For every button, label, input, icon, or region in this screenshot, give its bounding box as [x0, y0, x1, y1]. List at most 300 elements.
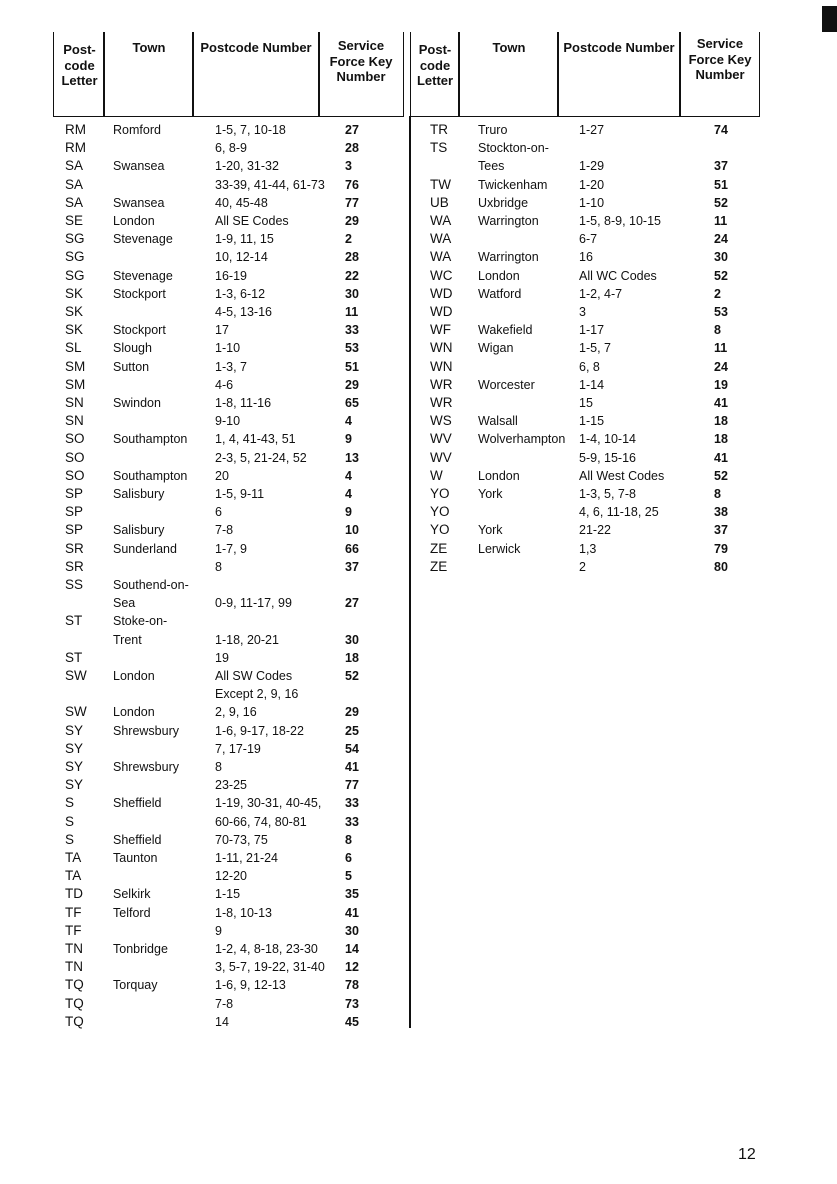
postcode-letter-cell: SN	[65, 413, 84, 429]
table-row	[0, 576, 837, 594]
postcode-letter-cell: S	[65, 795, 75, 811]
postcode-letter-cell: TA	[65, 850, 82, 865]
table-row	[0, 503, 837, 521]
postcode-letter-cell: TQ	[65, 1013, 84, 1029]
postcode-letter-cell: SS	[65, 577, 84, 592]
town-cell: London	[113, 705, 155, 720]
service-key-cell: 35	[345, 887, 359, 902]
postcode-number-cell: 1-4, 10-14	[579, 432, 636, 447]
town-cell: Truro	[478, 123, 508, 137]
postcode-number-cell: 1-2, 4, 8-18, 23-30	[215, 942, 318, 956]
service-key-cell: 52	[345, 669, 359, 683]
table-row	[0, 194, 837, 212]
town-cell: London	[113, 669, 155, 683]
service-key-cell: 11	[714, 214, 728, 228]
postcode-number-cell: 17	[215, 323, 229, 338]
page-edge-tab	[822, 6, 837, 32]
postcode-letter-cell: SG	[65, 249, 85, 265]
postcode-letter-cell: WV	[430, 449, 452, 465]
service-key-cell: 76	[345, 177, 359, 192]
postcode-letter-cell: SM	[65, 376, 86, 392]
service-key-cell: 13	[345, 450, 359, 465]
postcode-letter-cell: SY	[65, 777, 84, 793]
table-row	[0, 594, 837, 612]
town-cell: Warrington	[478, 250, 539, 265]
postcode-number-cell: 6, 8-9	[215, 141, 247, 156]
postcode-number-cell: 1-5, 9-11	[215, 487, 265, 501]
service-key-cell: 29	[345, 214, 359, 228]
postcode-letter-cell: SA	[65, 194, 84, 210]
postcode-number-cell: 1-3, 7	[215, 359, 247, 374]
service-key-cell: 5	[345, 869, 352, 884]
town-cell: Stockton-on-	[478, 141, 549, 156]
postcode-letter-cell: RM	[65, 140, 86, 156]
town-cell: Southampton	[113, 468, 188, 483]
town-cell: Salisbury	[113, 487, 165, 501]
postcode-number-cell: 1-6, 9-17, 18-22	[215, 723, 304, 738]
postcode-letter-cell: SP	[65, 486, 84, 501]
table-row	[0, 1013, 837, 1031]
service-key-cell: 30	[714, 250, 728, 265]
service-key-cell: 41	[345, 760, 359, 774]
postcode-letter-cell: TF	[65, 904, 82, 920]
service-key-cell: 73	[345, 996, 359, 1011]
postcode-letter-cell: SA	[65, 158, 84, 174]
postcode-number-cell: 14	[215, 1014, 229, 1029]
postcode-letter-cell: SO	[65, 449, 85, 465]
service-key-cell: 29	[345, 705, 359, 720]
town-cell: York	[478, 487, 503, 501]
left-table-header	[53, 32, 404, 117]
postcode-letter-cell: WD	[430, 285, 453, 301]
postcode-letter-cell: SP	[65, 504, 84, 520]
service-key-cell: 8	[345, 832, 352, 847]
table-row	[0, 940, 837, 958]
table-row	[0, 285, 837, 303]
table-row	[0, 958, 837, 976]
header-service-force-key: Service Force Key Number	[688, 36, 752, 82]
table-row	[0, 485, 837, 503]
service-key-cell: 79	[714, 541, 728, 556]
town-cell: Sea	[113, 596, 136, 611]
postcode-letter-cell: SG	[65, 231, 85, 247]
postcode-letter-cell: SE	[65, 213, 84, 228]
postcode-number-cell: 8	[215, 559, 222, 574]
postcode-number-cell: 1-2, 4-7	[579, 286, 623, 301]
postcode-number-cell: 1-15	[215, 887, 241, 902]
postcode-number-cell: 1-20	[579, 177, 605, 192]
header-divider	[103, 32, 105, 116]
table-row	[0, 449, 837, 467]
postcode-letter-cell: S	[65, 831, 75, 847]
postcode-letter-cell: SM	[65, 358, 86, 374]
header-service-force-key: Service Force Key Number	[329, 38, 393, 84]
postcode-letter-cell: TN	[65, 959, 83, 975]
town-cell: Stockport	[113, 286, 166, 301]
table-row	[0, 176, 837, 194]
postcode-number-cell: 16	[579, 250, 593, 265]
table-row	[0, 867, 837, 885]
postcode-letter-cell: SO	[65, 467, 85, 483]
service-key-cell: 24	[714, 359, 728, 374]
town-cell: Shrewsbury	[113, 723, 179, 738]
postcode-number-cell: 1-27	[579, 123, 605, 137]
header-postcode-number: Postcode Number	[200, 40, 312, 55]
postcode-number-cell: 1-17	[579, 323, 605, 338]
service-key-cell: 2	[345, 232, 352, 247]
postcode-letter-cell: TA	[65, 868, 82, 884]
service-key-cell: 30	[345, 632, 359, 647]
town-cell: Telford	[113, 905, 151, 920]
service-key-cell: 51	[345, 359, 359, 374]
service-key-cell: 27	[345, 596, 359, 611]
service-key-cell: 33	[345, 814, 359, 829]
postcode-letter-cell: WD	[430, 304, 453, 319]
postcode-number-cell: 15	[579, 396, 593, 410]
town-cell: Worcester	[478, 377, 535, 392]
header-divider	[458, 32, 460, 116]
table-row	[0, 995, 837, 1013]
header-town: Town	[492, 40, 526, 55]
table-row	[0, 540, 837, 558]
postcode-letter-cell: WC	[430, 267, 453, 283]
town-cell: Sutton	[113, 359, 150, 374]
postcode-number-cell: 1-8, 11-16	[215, 396, 272, 410]
postcode-letter-cell: SN	[65, 395, 84, 410]
postcode-number-cell: 1-29	[579, 159, 605, 174]
service-key-cell: 11	[714, 341, 728, 356]
table-row	[0, 339, 837, 357]
town-cell: Wigan	[478, 341, 514, 356]
service-key-cell: 41	[714, 450, 728, 465]
postcode-number-cell: 1-14	[579, 377, 605, 392]
town-cell: Salisbury	[113, 523, 165, 538]
town-cell: Slough	[113, 341, 152, 356]
table-row	[0, 758, 837, 776]
postcode-letter-cell: ZE	[430, 540, 448, 556]
service-key-cell: 8	[714, 323, 721, 338]
town-cell: Uxbridge	[478, 195, 529, 210]
service-key-cell: 33	[345, 796, 359, 811]
postcode-number-cell: 7-8	[215, 523, 234, 538]
town-cell: Swindon	[113, 396, 161, 410]
service-key-cell: 77	[345, 778, 359, 793]
postcode-number-cell: 1-7, 9	[215, 541, 247, 556]
postcode-number-cell: 6-7	[579, 232, 598, 247]
postcode-number-cell: 5-9, 15-16	[579, 450, 636, 465]
postcode-number-cell: 1-19, 30-31, 40-45,	[215, 796, 322, 811]
service-key-cell: 80	[714, 559, 728, 574]
table-row	[0, 976, 837, 994]
table-row	[0, 248, 837, 266]
service-key-cell: 52	[714, 268, 728, 283]
postcode-letter-cell: SL	[65, 340, 82, 356]
town-cell: York	[478, 523, 503, 538]
service-key-cell: 37	[714, 523, 728, 538]
table-row	[0, 612, 837, 630]
town-cell: Wakefield	[478, 323, 533, 338]
postcode-number-cell: 10, 12-14	[215, 250, 268, 265]
postcode-number-cell: Except 2, 9, 16	[215, 687, 299, 702]
postcode-number-cell: All SW Codes	[215, 669, 293, 683]
postcode-number-cell: 16-19	[215, 268, 247, 283]
postcode-number-cell: 1-8, 10-13	[215, 905, 272, 920]
service-key-cell: 53	[345, 341, 359, 356]
postcode-letter-cell: SK	[65, 285, 84, 301]
right-table-header	[410, 32, 760, 117]
service-key-cell: 38	[714, 505, 728, 520]
service-key-cell: 11	[345, 305, 359, 319]
table-row	[0, 740, 837, 758]
postcode-number-cell: 23-25	[215, 778, 247, 793]
service-key-cell: 41	[345, 905, 359, 920]
service-key-cell: 52	[714, 195, 728, 210]
postcode-letter-cell: WA	[430, 249, 452, 265]
service-key-cell: 9	[345, 505, 352, 520]
postcode-letter-cell: W	[430, 467, 443, 483]
postcode-number-cell: 1-3, 6-12	[215, 286, 266, 301]
postcode-letter-cell: WA	[430, 231, 452, 247]
postcode-number-cell: 1, 4, 41-43, 51	[215, 432, 296, 447]
postcode-letter-cell: ST	[65, 649, 83, 665]
town-cell: London	[478, 468, 520, 483]
service-key-cell: 30	[345, 286, 359, 301]
table-row	[0, 849, 837, 867]
town-cell: Tonbridge	[113, 942, 168, 956]
town-cell: Twickenham	[478, 177, 548, 192]
postcode-number-cell: 3	[579, 305, 586, 319]
service-key-cell: 18	[714, 432, 728, 447]
postcode-letter-cell: WF	[430, 322, 451, 338]
postcode-letter-cell: SK	[65, 322, 84, 338]
service-key-cell: 8	[714, 487, 721, 501]
postcode-number-cell: 2-3, 5, 21-24, 52	[215, 450, 307, 465]
postcode-letter-cell: ZE	[430, 558, 448, 574]
postcode-number-cell: 2	[579, 559, 586, 574]
postcode-letter-cell: TD	[65, 886, 83, 902]
postcode-letter-cell: UB	[430, 194, 449, 210]
postcode-letter-cell: WV	[430, 431, 452, 447]
service-key-cell: 33	[345, 323, 359, 338]
service-key-cell: 66	[345, 541, 359, 556]
town-cell: Stevenage	[113, 232, 173, 247]
service-key-cell: 25	[345, 723, 359, 738]
service-key-cell: 18	[714, 414, 728, 429]
postcode-letter-cell: TW	[430, 176, 451, 192]
postcode-number-cell: 1-20, 31-32	[215, 159, 279, 174]
town-cell: Warrington	[478, 214, 539, 228]
service-key-cell: 19	[714, 377, 728, 392]
service-key-cell: 4	[345, 468, 352, 483]
postcode-letter-cell: SR	[65, 558, 84, 574]
postcode-letter-cell: SY	[65, 722, 84, 738]
town-cell: Tees	[478, 159, 505, 174]
postcode-letter-cell: SP	[65, 522, 84, 538]
header-divider	[192, 32, 194, 116]
postcode-number-cell: 19	[215, 650, 229, 665]
postcode-number-cell: 3, 5-7, 19-22, 31-40	[215, 960, 325, 975]
table-row	[0, 303, 837, 321]
header-postcode-letter: Post- code Letter	[61, 42, 98, 88]
table-row	[0, 776, 837, 794]
table-row	[0, 885, 837, 903]
town-cell: Swansea	[113, 195, 165, 210]
postcode-number-cell: 1-5, 7	[579, 341, 611, 356]
postcode-letter-cell: SA	[65, 176, 84, 192]
postcode-letter-cell: SW	[65, 704, 87, 720]
service-key-cell: 29	[345, 377, 359, 392]
postcode-number-cell: 6	[215, 505, 222, 520]
table-row	[0, 412, 837, 430]
postcode-number-cell: 9-10	[215, 414, 241, 429]
postcode-letter-cell: YO	[430, 504, 450, 520]
town-cell: Shrewsbury	[113, 760, 179, 774]
town-cell: Walsall	[478, 414, 518, 429]
table-row	[0, 904, 837, 922]
table-row	[0, 321, 837, 339]
postcode-letter-cell: YO	[430, 522, 450, 538]
town-cell: Watford	[478, 286, 522, 301]
service-key-cell: 6	[345, 851, 352, 865]
postcode-letter-cell: SO	[65, 431, 85, 447]
town-cell: Torquay	[113, 978, 158, 993]
service-key-cell: 37	[714, 159, 728, 174]
table-row	[0, 703, 837, 721]
service-key-cell: 12	[345, 960, 359, 975]
service-key-cell: 4	[345, 487, 352, 501]
table-row	[0, 794, 837, 812]
postcode-number-cell: 9	[215, 923, 222, 938]
table-row	[0, 139, 837, 157]
postcode-number-cell: 1-10	[579, 195, 605, 210]
service-key-cell: 27	[345, 123, 359, 137]
postcode-number-cell: 20	[215, 468, 229, 483]
service-key-cell: 37	[345, 559, 359, 574]
town-cell: London	[478, 268, 520, 283]
town-cell: Trent	[113, 632, 142, 647]
header-divider	[679, 32, 681, 116]
postcode-number-cell: 6, 8	[579, 359, 600, 374]
postcode-number-cell: 4, 6, 11-18, 25	[579, 505, 659, 520]
town-cell: Sunderland	[113, 541, 177, 556]
postcode-number-cell: 1-5, 8-9, 10-15	[579, 214, 661, 228]
table-row	[0, 430, 837, 448]
header-postcode-letter: Post- code Letter	[416, 42, 454, 88]
table-row	[0, 157, 837, 175]
town-cell: Wolverhampton	[478, 432, 566, 447]
header-town: Town	[132, 40, 166, 55]
town-cell: Taunton	[113, 851, 158, 865]
service-key-cell: 10	[345, 523, 359, 538]
table-row	[0, 394, 837, 412]
header-divider	[318, 32, 320, 116]
table-row	[0, 667, 837, 685]
service-key-cell: 74	[714, 123, 728, 137]
table-row	[0, 267, 837, 285]
postcode-letter-cell: SK	[65, 304, 84, 319]
postcode-number-cell: 4-5, 13-16	[215, 305, 272, 319]
table-row	[0, 230, 837, 248]
service-key-cell: 4	[345, 414, 352, 429]
town-cell: London	[113, 214, 155, 228]
header-divider	[557, 32, 559, 116]
postcode-letter-cell: WR	[430, 395, 453, 410]
service-key-cell: 51	[714, 177, 728, 192]
postcode-number-cell: 40, 45-48	[215, 195, 268, 210]
postcode-letter-cell: TR	[430, 122, 448, 137]
postcode-number-cell: 8	[215, 760, 222, 774]
table-row	[0, 722, 837, 740]
service-key-cell: 65	[345, 396, 359, 410]
town-cell: Sheffield	[113, 832, 162, 847]
table-row	[0, 558, 837, 576]
service-key-cell: 78	[345, 978, 359, 993]
postcode-letter-cell: ST	[65, 613, 83, 629]
postcode-number-cell: 1-11, 21-24	[215, 851, 279, 865]
postcode-number-cell: 1-6, 9, 12-13	[215, 978, 286, 993]
page-number: 12	[738, 1146, 756, 1163]
service-key-cell: 54	[345, 741, 359, 756]
table-row	[0, 358, 837, 376]
postcode-letter-cell: WN	[430, 358, 453, 374]
town-cell: Southampton	[113, 432, 188, 447]
town-cell: Lerwick	[478, 541, 521, 556]
service-key-cell: 2	[714, 286, 721, 301]
town-cell: Swansea	[113, 159, 165, 174]
postcode-letter-cell: SR	[65, 540, 84, 556]
postcode-number-cell: 1,3	[579, 541, 597, 556]
postcode-letter-cell: SY	[65, 759, 84, 774]
table-row	[0, 831, 837, 849]
postcode-letter-cell: S	[65, 813, 75, 829]
town-cell: Stoke-on-	[113, 614, 168, 629]
postcode-number-cell: 2, 9, 16	[215, 705, 257, 720]
postcode-letter-cell: SG	[65, 267, 85, 283]
postcode-letter-cell: WR	[430, 376, 453, 392]
service-key-cell: 53	[714, 305, 728, 319]
postcode-letter-cell: TQ	[65, 995, 84, 1011]
service-key-cell: 3	[345, 159, 352, 174]
town-cell: Stevenage	[113, 268, 173, 283]
postcode-letter-cell: RM	[65, 122, 86, 137]
table-row	[0, 467, 837, 485]
postcode-number-cell: 0-9, 11-17, 99	[215, 596, 292, 611]
postcode-number-cell: 1-3, 5, 7-8	[579, 487, 636, 501]
postcode-number-cell: All SE Codes	[215, 214, 289, 228]
postcode-number-cell: 1-10	[215, 341, 241, 356]
town-cell: Stockport	[113, 323, 166, 338]
postcode-number-cell: 7, 17-19	[215, 741, 261, 756]
service-key-cell: 28	[345, 141, 359, 156]
postcode-number-cell: 1-5, 7, 10-18	[215, 123, 286, 137]
postcode-number-cell: 60-66, 74, 80-81	[215, 814, 307, 829]
service-key-cell: 41	[714, 396, 728, 410]
postcode-number-cell: 12-20	[215, 869, 247, 884]
postcode-letter-cell: WS	[430, 413, 452, 429]
table-row	[0, 212, 837, 230]
postcode-number-cell: All WC Codes	[579, 268, 657, 283]
table-row	[0, 521, 837, 539]
table-row	[0, 376, 837, 394]
header-postcode-number: Postcode Number	[563, 40, 675, 55]
postcode-letter-cell: SY	[65, 740, 84, 756]
postcode-letter-cell: TF	[65, 922, 82, 938]
postcode-number-cell: 1-9, 11, 15	[215, 232, 274, 247]
town-cell: Southend-on-	[113, 578, 189, 592]
service-key-cell: 24	[714, 232, 728, 247]
service-key-cell: 77	[345, 195, 359, 210]
service-key-cell: 22	[345, 268, 359, 283]
